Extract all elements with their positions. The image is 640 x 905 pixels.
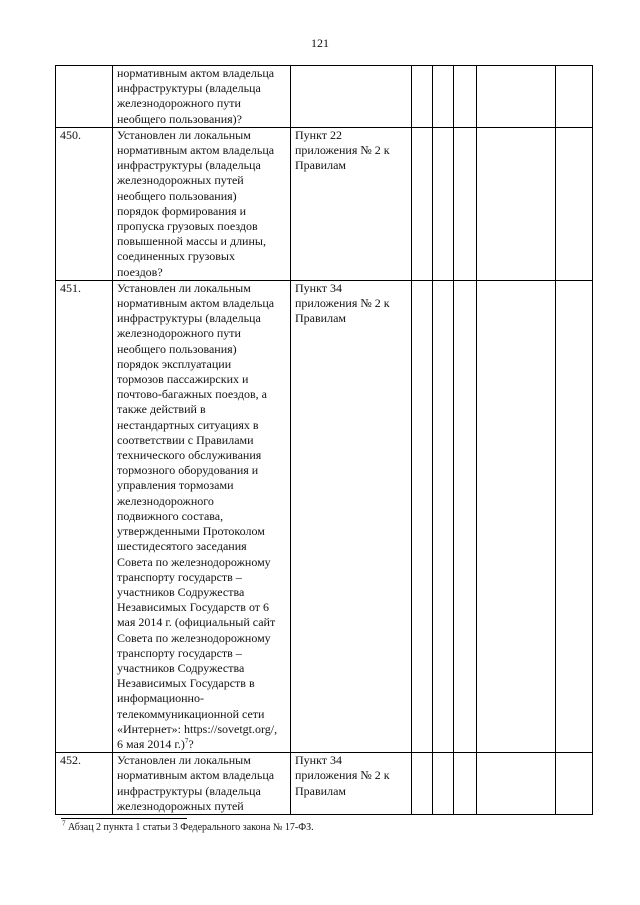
requirement-cell	[291, 66, 412, 128]
answer-yes-cell	[412, 127, 433, 280]
answer-yes-cell	[412, 66, 433, 128]
requirement-cell: Пункт 22 приложения № 2 к Правилам	[291, 127, 412, 280]
footnote-marker: 7	[62, 819, 66, 828]
page-number: 121	[311, 36, 329, 50]
question-cell	[113, 280, 291, 752]
answer-no-cell	[433, 127, 454, 280]
table-row	[56, 66, 593, 128]
checklist-table	[55, 65, 593, 815]
extra-cell	[556, 66, 593, 128]
notes-cell	[477, 66, 556, 128]
question-end: ?	[188, 736, 194, 751]
notes-cell	[477, 280, 556, 752]
footnote-text: Абзац 2 пункта 1 статьи 3 Федерального закона № 17-ФЗ.	[65, 822, 314, 833]
row-number: 451.	[56, 280, 113, 752]
answer-na-cell	[454, 280, 477, 752]
answer-yes-cell	[412, 753, 433, 815]
footnote	[62, 819, 314, 833]
table-row	[56, 127, 593, 280]
requirement-cell: Пункт 34 приложения № 2 к Правилам	[291, 753, 412, 815]
requirement-cell: Пункт 34 приложения № 2 к Правилам	[291, 280, 412, 752]
footnote-reference: 7	[184, 736, 189, 745]
extra-cell	[556, 280, 593, 752]
question-cell: нормативным актом владельца инфраструктуры (владельца железнодорожного пути необщего пользования)?	[113, 66, 291, 128]
row-number: 452.	[56, 753, 113, 815]
answer-no-cell	[433, 753, 454, 815]
answer-no-cell	[433, 280, 454, 752]
table-row	[56, 753, 593, 815]
row-number: 450.	[56, 127, 113, 280]
answer-no-cell	[433, 66, 454, 128]
answer-na-cell	[454, 753, 477, 815]
footnote-divider	[61, 818, 187, 819]
question-text: Установлен ли локальным нормативным актом владельца инфраструктуры (владельца железнодорожного пути необщего пользования) порядок эксплуатации тормозов пассажирских и почтово-багажных поездов, а также действий в нестандартных ситуациях в соответствии с Правилами технического обслуживания тормозного оборудования и управления тормозами железнодорожного подвижного состава, утвержденными Протоколом шестидесятого заседания Совета по железнодорожному транспорту государств – участников Содружества Независимых Государств от 6 мая 2014 г. (официальный сайт Совета по железнодорожному транспорту государств – участников Содружества Независимых Государств в информационно- телекоммуникационной сети «Интернет»: https://sovetgt.org/, 6 мая 2014 г.)	[117, 280, 278, 751]
question-cell: Установлен ли локальным нормативным актом владельца инфраструктуры (владельца железнодорожных путей необщего пользования) порядок формирования и пропуска грузовых поездов повышенной массы и длины, соединенных грузовых поездов?	[113, 127, 291, 280]
notes-cell	[477, 753, 556, 815]
answer-na-cell	[454, 127, 477, 280]
notes-cell	[477, 127, 556, 280]
table-row	[56, 280, 593, 752]
row-number	[56, 66, 113, 128]
extra-cell	[556, 753, 593, 815]
question-cell: Установлен ли локальным нормативным актом владельца инфраструктуры (владельца железнодорожных путей	[113, 753, 291, 815]
answer-na-cell	[454, 66, 477, 128]
extra-cell	[556, 127, 593, 280]
answer-yes-cell	[412, 280, 433, 752]
